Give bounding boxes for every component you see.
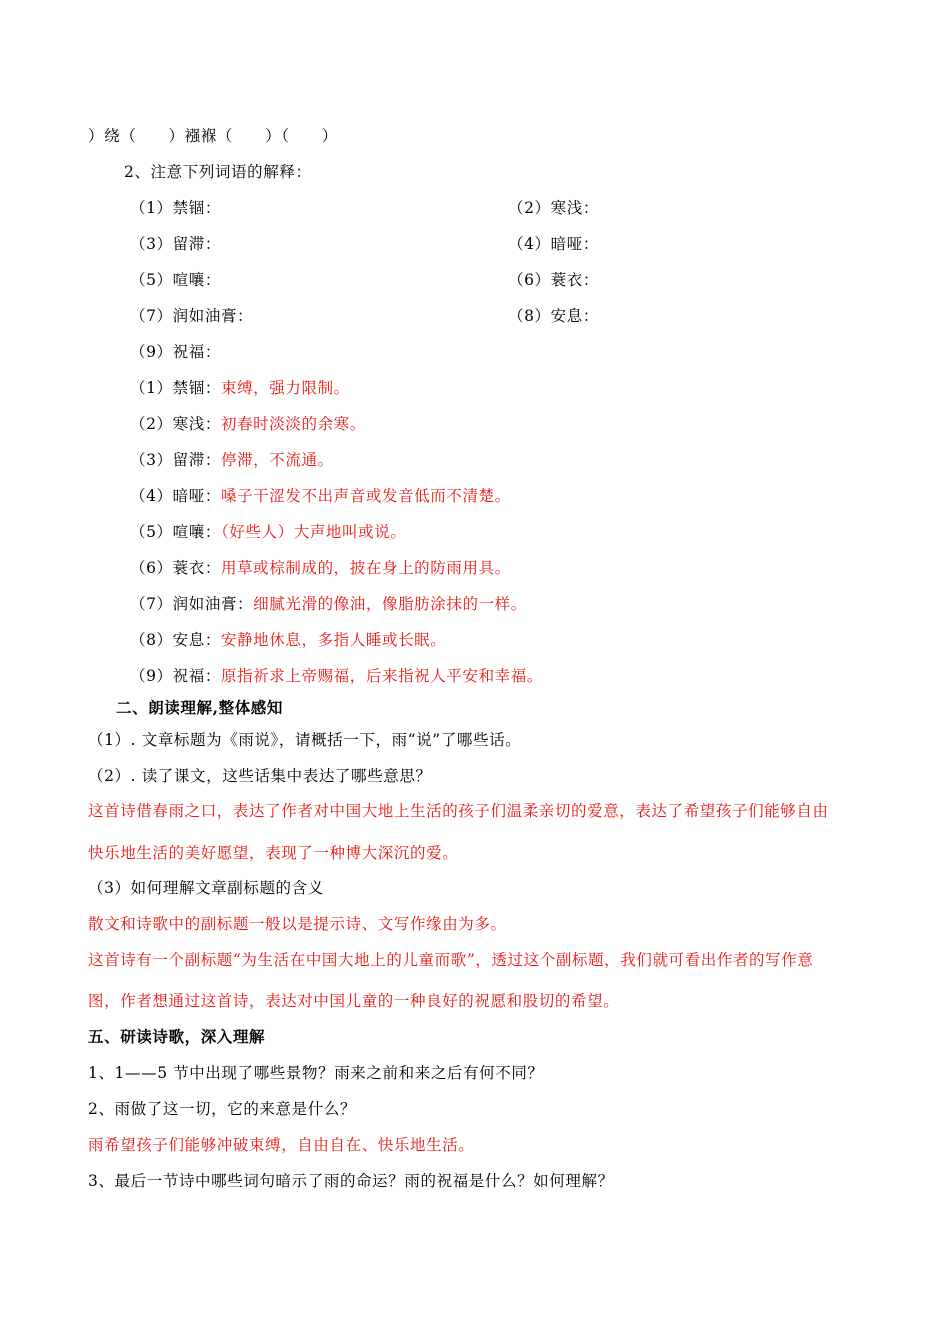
vocab-item: （1）禁锢： — [130, 199, 221, 217]
vocab-item: （9）祝福： — [130, 343, 221, 361]
top-fragment: ）绕（ ）襁褓（ ）（ ） — [88, 127, 338, 145]
vocab-item: （3）留滞： — [130, 235, 221, 253]
vocab-answer-row — [130, 450, 334, 470]
section-2-question-2: （2）. 读了课文，这些话集中表达了哪些意思？ — [88, 767, 432, 785]
vocab-item: （2）寒浅： — [508, 199, 599, 217]
section-2-answer-3-line-2: 这首诗有一个副标题“为生活在中国大地上的儿童而歌”，透过这个副标题，我们就可看出作者的写作意 — [88, 951, 814, 969]
vocab-term: （4）暗哑： — [130, 487, 221, 505]
vocab-term: （2）寒浅： — [130, 415, 221, 433]
vocab-answer: 束缚，强力限制。 — [220, 379, 350, 397]
section-5-question-1: 1、1——5 节中出现了哪些景物？雨来之前和来之后有何不同？ — [88, 1064, 544, 1082]
vocab-term: （3）留滞： — [130, 451, 221, 469]
section-5-answer-2: 雨希望孩子们能够冲破束缚，自由自在、快乐地生活。 — [88, 1136, 475, 1154]
vocab-item: （4）暗哑： — [508, 235, 599, 253]
vocab-term: （8）安息： — [130, 631, 221, 649]
vocab-answer-row — [130, 558, 511, 578]
vocab-item: （6）蓑衣： — [508, 271, 599, 289]
vocab-answer-row — [130, 630, 446, 650]
vocab-answer-row — [130, 486, 511, 506]
vocab-item: （8）安息： — [508, 307, 599, 325]
vocab-answer-row — [130, 414, 366, 434]
q2-heading: 2、注意下列词语的解释： — [124, 163, 312, 181]
section-5-question-3: 3、最后一节诗中哪些词句暗示了雨的命运？雨的祝福是什么？如何理解？ — [88, 1172, 614, 1190]
vocab-answer: 安静地休息，多指人睡或长眠。 — [220, 631, 447, 649]
section-2-question-3: （3）如何理解文章副标题的含义 — [88, 879, 324, 897]
vocab-answer: 初春时淡淡的余寒。 — [220, 415, 366, 433]
vocab-answer: （好些人）大声地叫或说。 — [220, 523, 407, 541]
vocab-answer: 停滞，不流通。 — [220, 451, 334, 469]
vocab-item: （7）润如油膏： — [130, 307, 254, 325]
vocab-term: （6）蓑衣： — [130, 559, 221, 577]
vocab-answer: 细腻光滑的像油，像脂肪涂抹的一样。 — [253, 595, 527, 613]
vocab-answer-row — [130, 666, 543, 686]
vocab-term: （9）祝福： — [130, 667, 221, 685]
vocab-answer: 嗓子干涩发不出声音或发音低而不清楚。 — [220, 487, 511, 505]
section-2-answer-3-line-1: 散文和诗歌中的副标题一般以是提示诗、文写作缘由为多。 — [88, 915, 507, 933]
vocab-answer-row — [130, 378, 350, 398]
vocab-term: （1）禁锢： — [130, 379, 221, 397]
section-2-question-1: （1）. 文章标题为《雨说》，请概括一下，雨“说”了哪些话。 — [88, 731, 522, 749]
vocab-term: （7）润如油膏： — [130, 595, 254, 613]
vocab-item: （5）喧嚷： — [130, 271, 221, 289]
section-5-question-2: 2、雨做了这一切，它的来意是什么？ — [88, 1100, 357, 1118]
vocab-answer-row — [130, 594, 527, 614]
vocab-term: （5）喧嚷： — [130, 523, 221, 541]
vocab-answer-row — [130, 522, 406, 542]
section-2-heading: 二、朗读理解,整体感知 — [116, 698, 283, 717]
section-5-heading: 五、研读诗歌，深入理解 — [88, 1027, 266, 1046]
section-2-answer-3-line-3: 图，作者想通过这首诗，表达对中国儿童的一种良好的祝愿和股切的希望。 — [88, 992, 620, 1010]
vocab-answer: 原指祈求上帝赐福，后来指祝人平安和幸福。 — [220, 667, 543, 685]
section-2-answer-2-line-1: 这首诗借春雨之口，表达了作者对中国大地上生活的孩子们温柔亲切的爱意，表达了希望孩子们能够自由 — [88, 802, 829, 820]
section-2-answer-2-line-2: 快乐地生活的美好愿望，表现了一种博大深沉的爱。 — [88, 844, 459, 862]
vocab-answer: 用草或棕制成的，披在身上的防雨用具。 — [220, 559, 511, 577]
